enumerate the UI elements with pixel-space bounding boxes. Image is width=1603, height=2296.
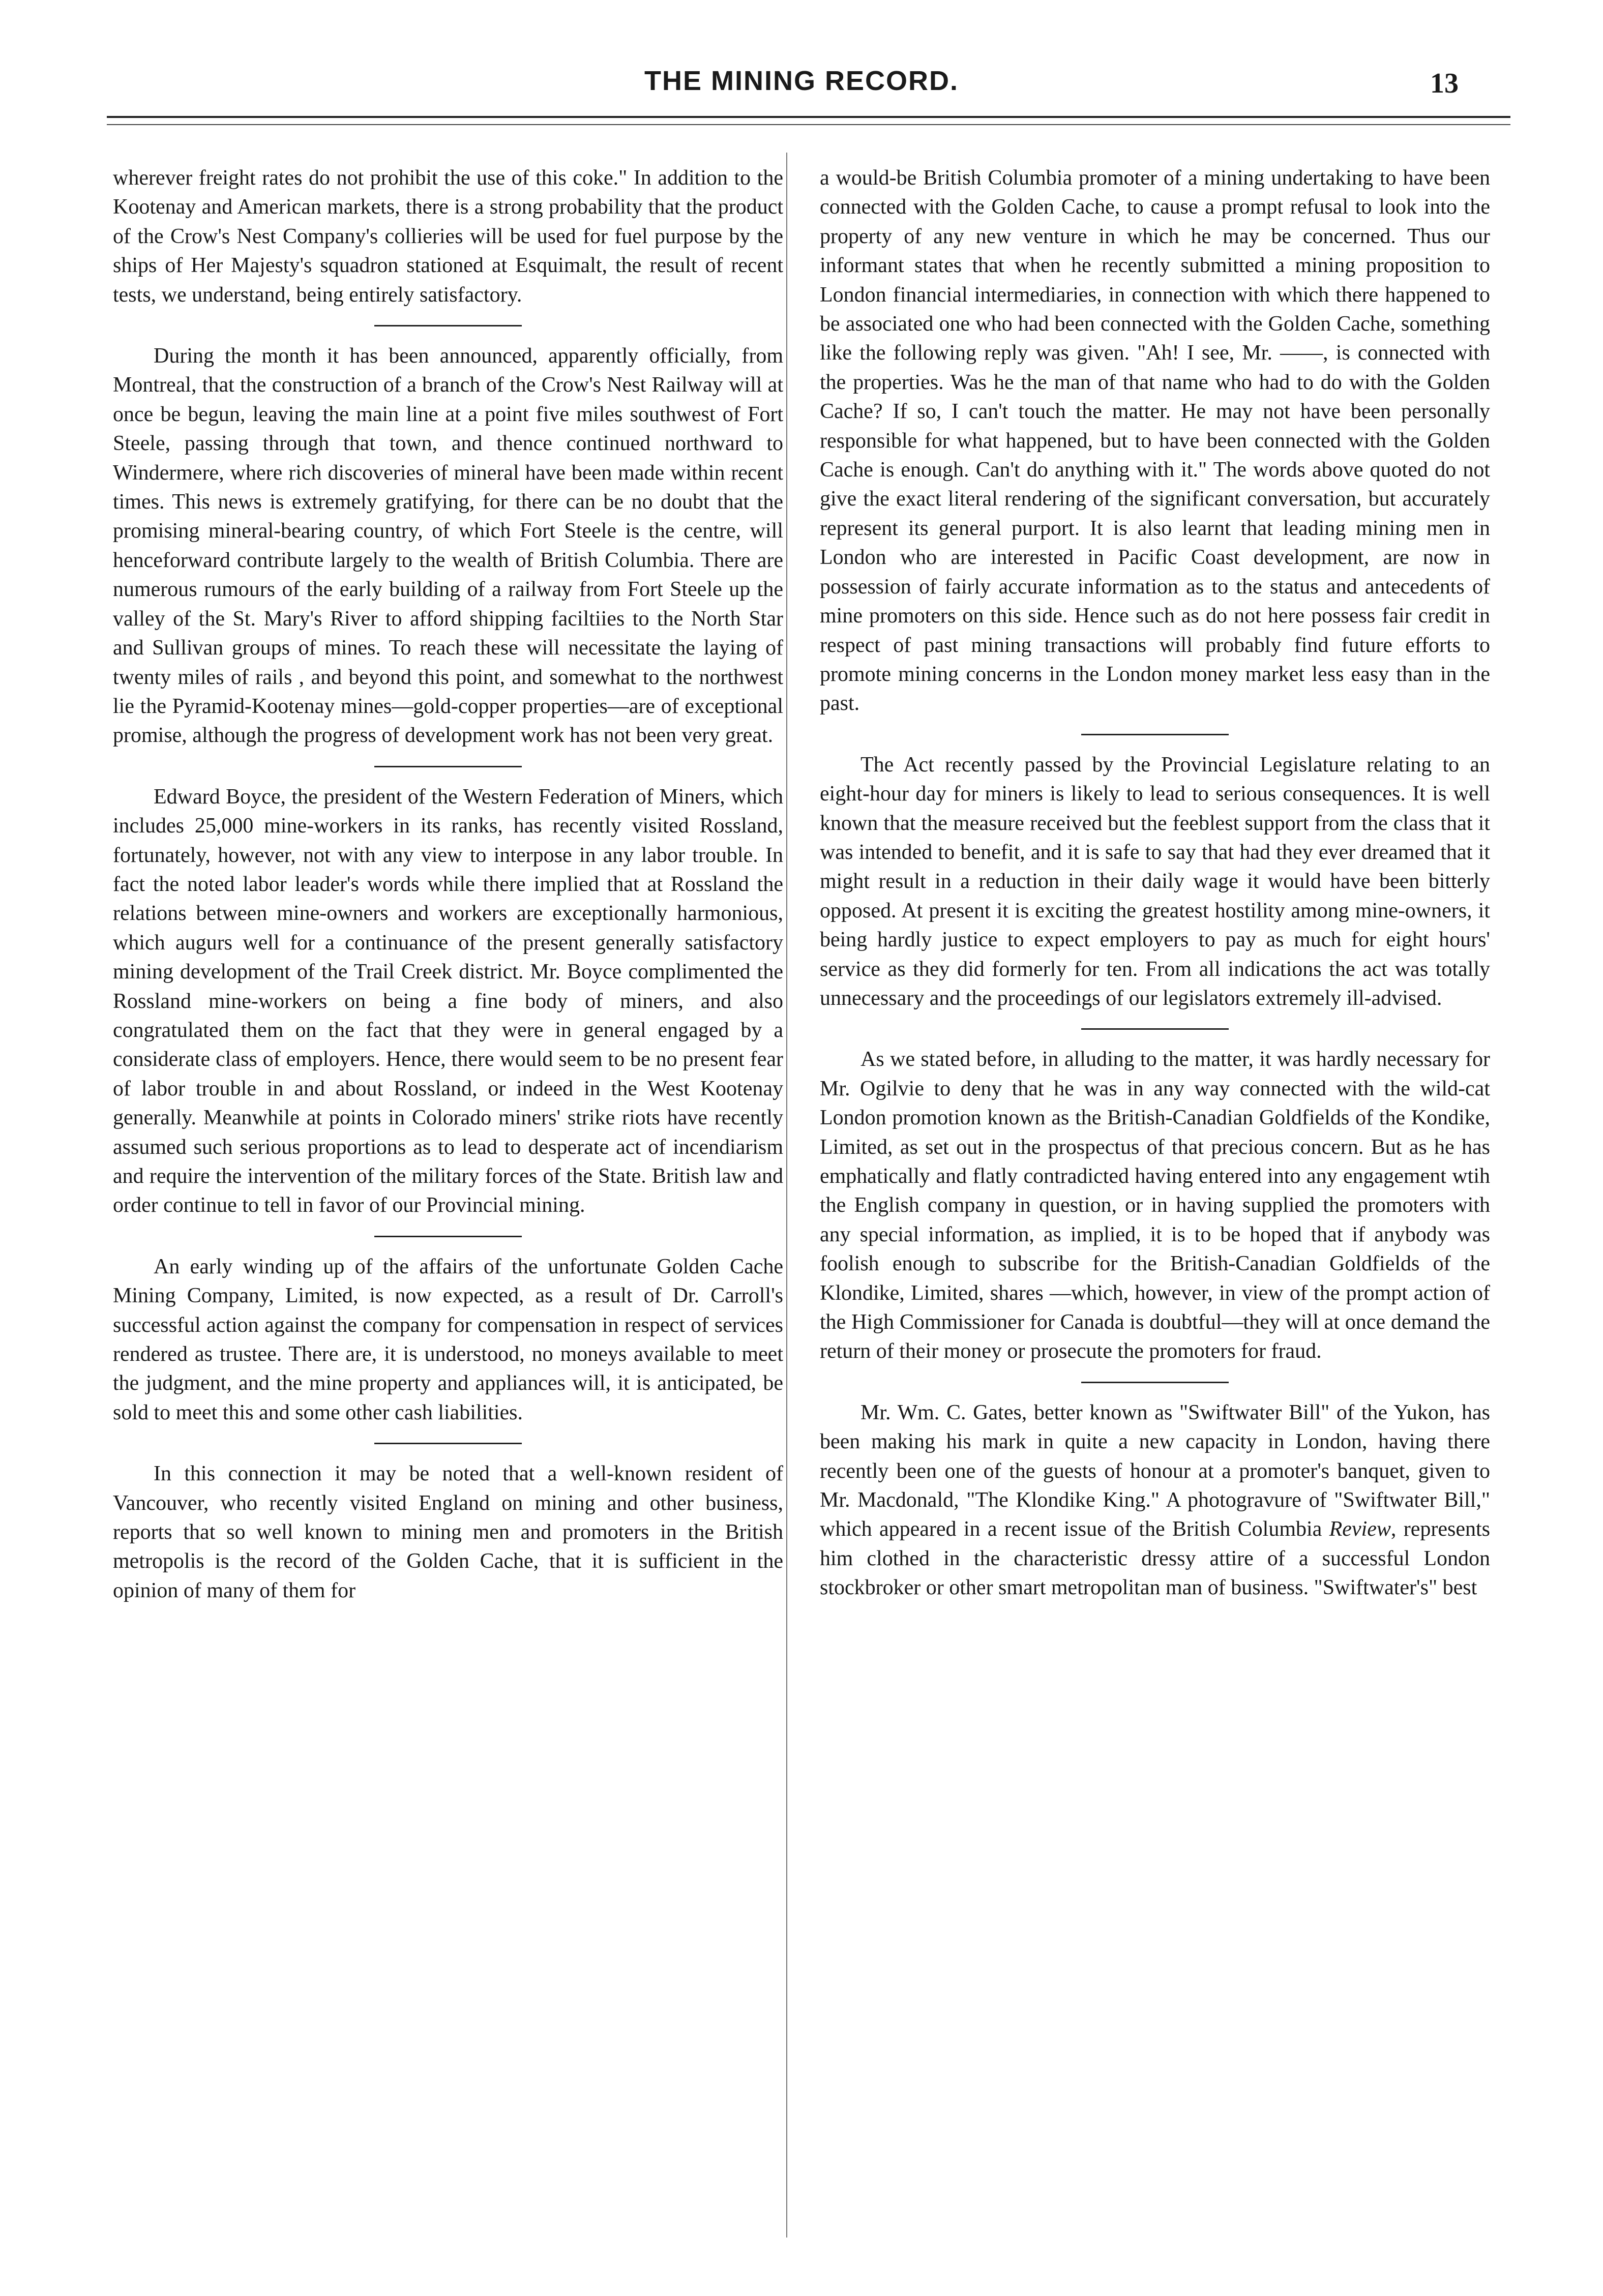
- paragraph-coke-markets: wherever freight rates do not prohibit the use of this coke." In addition to the Kootenay and American markets, there is a strong probability that the product of the Crow's Nest Company's collieries will be used for fuel purpose by the ships of Her Majesty's squadron stationed at Esquimalt, the result of recent tests, we understand, being entirely satisfactory.: [113, 166, 783, 307]
- page-number: 13: [1430, 68, 1459, 99]
- section-separator: [374, 766, 522, 767]
- left-column: [113, 164, 783, 1605]
- section-separator: [374, 1443, 522, 1444]
- section-separator: [1081, 1382, 1229, 1383]
- paragraph-crows-nest-railway: During the month it has been announced, apparently officially, from Montreal, that the construction of a branch of the Crow's Nest Railway will at once be begun, leaving the main line at a point five miles southwest of Fort Steele, passing through that town, and thence continued northward to Windermere, where rich discoveries of mineral have been made within recent times. This news is extremely gratifying, for there can be no doubt that the promising mineral-bearing country, of which Fort Steele is the centre, will henceforward contribute largely to the wealth of British Columbia. There are numerous rumours of the early building of a railway from Fort Steele up the valley of the St. Mary's River to afford shipping faciltiies to the North Star and Sullivan groups of mines. To reach these will necessitate the laying of twenty miles of rails , and beyond this point, and somewhat to the northwest lie the Pyramid-Kootenay mines—gold-copper properties—are of exceptional promise, although the progress of development work has not been very great.: [113, 344, 783, 748]
- paragraph-eight-hour-act: The Act recently passed by the Provincial Legislature relating to an eight-hour day for miners is likely to lead to serious consequences. It is well known that the measure received but the feeblest support from the class that it was intended to benefit, and it is safe to say that had they ever dreamed that it might result in a reduction in their daily wage it would have been bitterly opposed. At present it is exciting the greatest hostility among mine-owners, it being hardly justice to expect employers to pay as much for eight hours' service as they did formerly for ten. From all indications the act was totally unnecessary and the proceedings of our legislators extremely ill-advised.: [820, 753, 1490, 1010]
- paragraph-edward-boyce: Edward Boyce, the president of the Western Federation of Miners, which includes 25,000 mine-workers in its ranks, has recently visited Rossland, fortunately, however, not with any view to interpose in any labor trouble. In fact the noted labor leader's words while there implied that at Rossland the relations between mine-owners and workers are exceptionally harmonious, which augurs well for a continuance of the present generally satisfactory mining development of the Trail Creek district. Mr. Boyce complimented the Rossland mine-workers on being a fine body of miners, and also congratulated them on the fact that they were in general engaged by a considerate class of employers. Hence, there would seem to be no present fear of labor trouble in and about Rossland, or indeed in the West Kootenay generally. Meanwhile at points in Colorado miners' strike riots have recently assumed such serious proportions as to lead to desperate act of incendiarism and require the intervention of the military forces of the State. British law and order continue to tell in favor of our Provincial mining.: [113, 785, 783, 1217]
- section-separator: [1081, 1028, 1229, 1030]
- page-title: THE MINING RECORD.: [644, 66, 959, 96]
- header-rule-thin: [107, 124, 1510, 125]
- section-separator: [374, 325, 522, 326]
- section-separator: [374, 1236, 522, 1237]
- paragraph-vancouver-resident: In this connection it may be noted that a well-known resident of Vancouver, who recently visited England on mining and other business, reports that so well known to mining men and promoters in the British metropolis is the record of the Golden Cache, that it is sufficient in the opinion of many of them for: [113, 1462, 783, 1602]
- right-column: [820, 164, 1490, 1603]
- paragraph-golden-cache: An early winding up of the affairs of the unfortunate Golden Cache Mining Company, Limited, is now expected, as a result of Dr. Carroll's successful action against the company for compensation in respect of services rendered as trustee. There are, it is understood, no moneys available to meet the judgment, and the mine property and appliances will, it is anticipated, be sold to meet this and some other cash liabilities.: [113, 1255, 783, 1424]
- publication-name: Review: [1329, 1517, 1391, 1541]
- paragraph-promoter-refusal: a would-be British Columbia promoter of a mining undertaking to have been connected with the Golden Cache, to cause a prompt refusal to look into the property of any new venture in which he may be concerned. Thus our informant states that when he recently submitted a mining proposition to London financial intermediaries, in connection with which there happened to be associated one who had been connected with the Golden Cache, something like the following reply was given. "Ah! I see, Mr. ——, is connected with the properties. Was he the man of that name who had to do with the Golden Cache? If so, I can't touch the matter. He may not have been personally responsible for what happened, but to have been connected with the Golden Cache is enough. Can't do anything with it." The words above quoted do not give the exact literal rendering of the significant conversation, but accurately represent its general purport. It is also learnt that leading mining men in London who are interested in Pacific Coast development, are now in possession of fairly accurate information as to the status and antecedents of mine promoters on this side. Hence such as do not here possess fair credit in respect of past mining transactions will probably find future efforts to promote mining concerns in the London money market less easy than in the past.: [820, 166, 1490, 715]
- header-rule: [107, 116, 1510, 118]
- column-divider: [786, 153, 787, 2238]
- paragraph-swiftwater-bill: Mr. Wm. C. Gates, better known as "Swiftwater Bill" of the Yukon, has been making his mark in quite a new capacity in London, having there recently been one of the guests of honour at a promoter's banquet, given to Mr. Macdonald, "The Klondike King." A photogravure of "Swiftwater Bill," which appeared in a recent issue of the British Columbia Review, represents him clothed in the characteristic dressy attire of a successful London stockbroker or other smart metropolitan man of business. "Swiftwater's" best: [820, 1400, 1490, 1600]
- section-separator: [1081, 734, 1229, 735]
- paragraph-mr-ogilvie: As we stated before, in alluding to the matter, it was hardly necessary for Mr. Ogilvie to deny that he was in any way connected with the wild-cat London promotion known as the British-Canadian Goldfields of the Kondike, Limited, as set out in the prospectus of that precious concern. But as he has emphatically and flatly contradicted having entered into any engagement wtih the English company in question, or in having supplied the promoters with any special information, as implied, it is to be hoped that if anybody was foolish enough to subscribe for the British-Canadian Goldfields of the Klondike, Limited, shares —which, however, in view of the prompt action of the High Commissioner for Canada is doubtful—they will at once demand the return of their money or prosecute the promoters for fraud.: [820, 1048, 1490, 1363]
